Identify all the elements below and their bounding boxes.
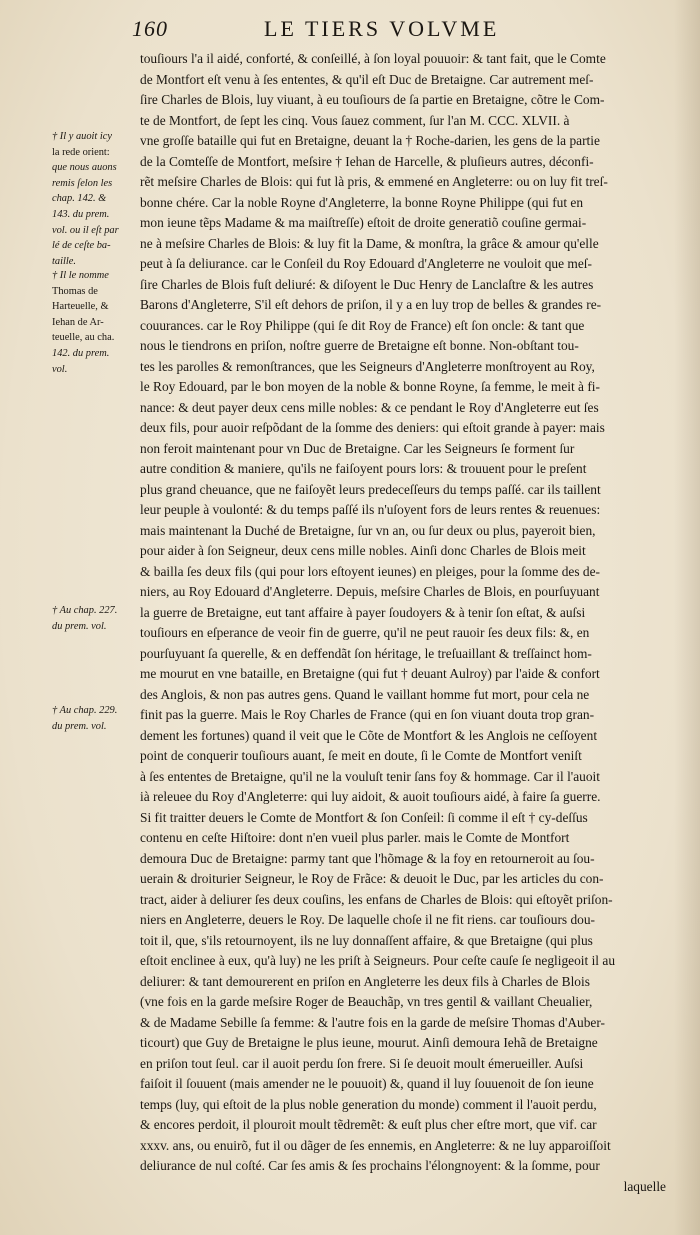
text-line: me mourut en vne bataille, en Bretaigne (qui fut † deuant Aulroy) par l'aide & confort bbox=[140, 666, 600, 681]
note-line: 142. du prem. bbox=[52, 347, 110, 359]
text-line: à ſes ententes de Bretaigne, qu'il ne la vouluſt tenir ſans foy & hommage. Car il l'auoit bbox=[140, 768, 600, 784]
note-line: Harteuelle, & bbox=[52, 301, 109, 313]
text-line: demoura Duc de Bretaigne: parmy tant que l'hõmage & la foy en retourneroit au ſou- bbox=[140, 850, 595, 866]
text-line: Si fit traitter deuers le Comte de Montfort & ſon Conſeil: ſi comme il eſt † cy-deſſus bbox=[140, 809, 588, 825]
text-line: bonne chére. Car la noble Royne d'Angleterre, la bonne Royne Philippe (qui fut en bbox=[140, 194, 584, 210]
text-line: plus grand cheuance, que ne faiſoyẽt leurs predeceſſeurs du temps paſſé. car ils taillent bbox=[140, 481, 601, 497]
text-line: autre condition & maniere, qu'ils ne faiſoyent pours lors: & trouuent pour le preſent bbox=[140, 461, 587, 476]
text-line: Barons d'Angleterre, S'il eſt dehors de priſon, il y a en luy trop de belles & grandes re- bbox=[140, 297, 602, 312]
margin-note-harteuelle bbox=[52, 268, 140, 377]
margin-note-roche-darien bbox=[52, 129, 140, 269]
text-line: ià releuee du Roy d'Angleterre: qui luy aidoit, & auoit touſiours aidé, à faire ſa guerre. bbox=[140, 789, 601, 804]
note-line: Thomas de bbox=[52, 285, 98, 297]
note-line: taille. bbox=[52, 255, 76, 267]
text-line: mon ieune tẽps Madame & ma maiſtreſſe) eſtoit de droite generatiõ couſine germai- bbox=[140, 215, 587, 230]
text-line: niers, au Roy Edouard d'Angleterre. Depuis, meſsire Charles de Blois, en pourſuyuant bbox=[140, 584, 600, 599]
text-line: des Anglois, & non pas autres gens. Quand le vaillant homme fut mort, pour cela ne bbox=[140, 686, 590, 702]
text-line: toit il, que, s'ils retournoyent, ils ne luy donnaſſent affaire, & que Bretaigne (qui plus bbox=[140, 932, 593, 948]
text-line: touſiours l'a il aidé, conforté, & conſeillé, à ſon loyal pouuoir: & tant fait, que le Comte bbox=[140, 51, 606, 66]
text-line: leur peuple à voulonté: & du temps paſſé ils n'uſoyent fors de leurs rentes & reuenues: bbox=[140, 502, 601, 517]
text-line: en priſon tout ſeul. car il auoit perdu ſon frere. Si ſe deuoit moult émerueiller. Auſsi bbox=[140, 1055, 584, 1071]
text-line: ſire Charles de Blois fuſt deliuré: & diſoyent le Duc Henry de Lanclaſtre & les autres bbox=[140, 276, 594, 292]
text-line: deliurance de nul coſté. Car ſes amis & ſes prochains l'élongnoyent: & la ſomme, pour bbox=[140, 1158, 600, 1173]
note-line: vol. bbox=[52, 363, 68, 375]
note-line: remis ſelon les bbox=[52, 177, 113, 189]
text-line: (vne fois en la garde meſsire Roger de Beauchãp, vn tres gentil & vaillant Cheualier, bbox=[140, 994, 593, 1009]
text-line: & bailla ſes deux fils (qui pour lors eſtoyent ieunes) en pleiges, pour la ſomme des de- bbox=[140, 563, 601, 579]
text-line: xxxv. ans, ou enuirõ, fut il ou dãger de ſes ennemis, en Angleterre: & ne luy apparoiſſoit bbox=[140, 1137, 611, 1153]
note-line: Iehan de Ar- bbox=[52, 316, 104, 328]
text-line: & de Madame Sebille ſa femme: & l'autre fois en la garde de meſsire Thomas d'Auber- bbox=[140, 1014, 606, 1030]
note-line: du prem. vol. bbox=[52, 720, 107, 732]
text-line: non feroit maintenant pour vn Duc de Bretaigne. Car les Seigneurs ſe forment ſur bbox=[140, 440, 575, 456]
text-line: touſiours en eſperance de veoir fin de guerre, qu'il ne peut rauoir ſes deux fils: &, en bbox=[140, 625, 590, 640]
text-line: contenu en ceſte Hiſtoire: dont n'en vueil plus parler. mais le Comte de Montfort bbox=[140, 830, 570, 845]
text-line: dement les fortunes) quand il veit que le Cõte de Montfort & les Anglois ne ceſſoyent bbox=[140, 727, 598, 743]
gutter-shadow bbox=[674, 0, 700, 1235]
note-line: la rede orient: bbox=[52, 146, 110, 158]
note-line: vol. ou il eſt par bbox=[52, 224, 119, 236]
note-line: † Il le nomme bbox=[52, 270, 109, 281]
text-line: la guerre de Bretaigne, eut tant affaire à payer ſoudoyers & à tenir ſon eſtat, & auſsi bbox=[140, 604, 586, 620]
text-line: de la Comteſſe de Montfort, meſsire † Iehan de Harcelle, & pluſieurs autres, déconfi- bbox=[140, 153, 594, 169]
text-line: couurances. car le Roy Philippe (qui ſe dit Roy de France) eſt ſon oncle: & tant que bbox=[140, 317, 585, 333]
margin-note-chap-227 bbox=[52, 603, 140, 634]
text-line: vne groſſe bataille qui fut en Bretaigne, deuant la † Roche-darien, les gens de la partie bbox=[140, 133, 600, 148]
running-title: LE TIERS VOLVME bbox=[264, 16, 500, 41]
text-line: eſtoit enclinee à eux, qu'à luy) ne les priſt à Seigneurs. Pour ceſte cauſe ſe negligeoit il au bbox=[140, 953, 616, 968]
text-line: ne à meſsire Charles de Blois: & luy fit la Dame, & monſtra, la grâce & amour qu'elle bbox=[140, 235, 599, 251]
text-line: ſire Charles de Blois, luy viuant, à eu touſiours de ſa partie en Bretaigne, cõtre le Com- bbox=[140, 92, 605, 107]
text-line: nous le tiendrons en priſon, noſtre guerre de Bretaigne eſt bonne. Non-obſtant tou- bbox=[140, 338, 579, 353]
text-line: ticourt) que Guy de Bretaigne le plus ieune, mourut. Ainſi demoura Iehã de Bretaigne bbox=[140, 1035, 598, 1050]
note-line: 143. du prem. bbox=[52, 208, 110, 220]
text-line: tes les parolles & remonſtrances, que les Seigneurs d'Angleterre monſtroyent au Roy, bbox=[140, 358, 595, 374]
text-line: pourſuyuant ſa querelle, & en deffendãt ſon héritage, le treſuaillant & treſſainct hom- bbox=[140, 645, 592, 661]
note-line: teuelle, au cha. bbox=[52, 332, 115, 344]
text-line: pour aider à ſon Seigneur, deux cens mille nobles. Ainſi donc Charles de Blois meit bbox=[140, 543, 586, 558]
text-line: mais maintenant la Duché de Bretaigne, ſur vn an, ou ſur deux ou plus, payeroit bien, bbox=[140, 522, 596, 538]
text-line: deux fils, pour auoir reſpõdant de la ſomme des deniers: qui eſtoit grande à payer: mais bbox=[140, 420, 605, 435]
text-line: niers en Angleterre, deuers le Roy. De laquelle choſe il ne fit riens. car touſiours dou- bbox=[140, 912, 596, 927]
text-line: rẽt meſsire Charles de Blois: qui fut là pris, & emmené en Angleterre: ou on luy fit treſ- bbox=[140, 174, 608, 189]
body-text bbox=[140, 49, 668, 1197]
text-line: te de Montfort, de ſept les cinq. Vous ſauez comment, ſur l'an M. CCC. XLVII. à bbox=[140, 112, 570, 128]
text-line: de Montfort eſt venu à ſes ententes, & qu'il eſt Duc de Bretaigne. Car autrement meſ- bbox=[140, 71, 594, 87]
note-line: chap. 142. & bbox=[52, 193, 107, 205]
note-line: † Au chap. 227. bbox=[52, 605, 118, 616]
text-line: point de conquerir touſiours auant, ſe meit en doute, ſi le Comte de Montfort veniſt bbox=[140, 748, 582, 763]
margin-note-chap-229 bbox=[52, 703, 140, 734]
text-line: faiſoit il ſouuent (mais amender ne le pouuoit) &, quand il luy ſouuenoit de ſon ieune bbox=[140, 1076, 594, 1091]
text-line: le Roy Edouard, par le bon moyen de la noble & bonne Royne, ſa femme, le meit à fi- bbox=[140, 379, 600, 394]
text-line: finit pas la guerre. Mais le Roy Charles de France (qui en ſon viuant douta trop gran- bbox=[140, 707, 595, 722]
note-line: du prem. vol. bbox=[52, 620, 107, 632]
text-line: deliurer: & tant demourerent en priſon en Angleterre les deux fils à Charles de Blois bbox=[140, 973, 590, 989]
text-line: tract, aider à deliurer ſes deux couſins, les enfans de Charles de Blois: qui eſtoyẽt priſon- bbox=[140, 891, 613, 907]
note-line: † Au chap. 229. bbox=[52, 705, 118, 716]
page-header bbox=[132, 16, 592, 46]
page-number: 160 bbox=[132, 16, 168, 41]
note-line: lé de ceſte ba- bbox=[52, 240, 111, 252]
text-line: nance: & deut payer deux cens mille nobles: & ce pendant le Roy d'Angleterre eut ſes bbox=[140, 399, 599, 415]
text-line: temps (luy, qui eſtoit de la plus noble generation du monde) comment il l'auoit perdu, bbox=[140, 1096, 597, 1112]
note-line: † Il y auoit icy bbox=[52, 131, 113, 142]
text-line: uerain & droiturier Seigneur, le Roy de Frãce: & deuoit le Duc, par les articles du con- bbox=[140, 871, 604, 886]
text-line: & encores perdoit, il plouroit moult tẽdremẽt: & euſt plus cher eſtre mort, que vif. car bbox=[140, 1117, 597, 1132]
note-line: que nous auons bbox=[52, 162, 117, 174]
text-line: peut à ſa deliurance. car le Conſeil du Roy Edouard d'Angleterre ne vouloit que meſ- bbox=[140, 256, 592, 271]
catchword: laquelle bbox=[623, 1178, 666, 1194]
